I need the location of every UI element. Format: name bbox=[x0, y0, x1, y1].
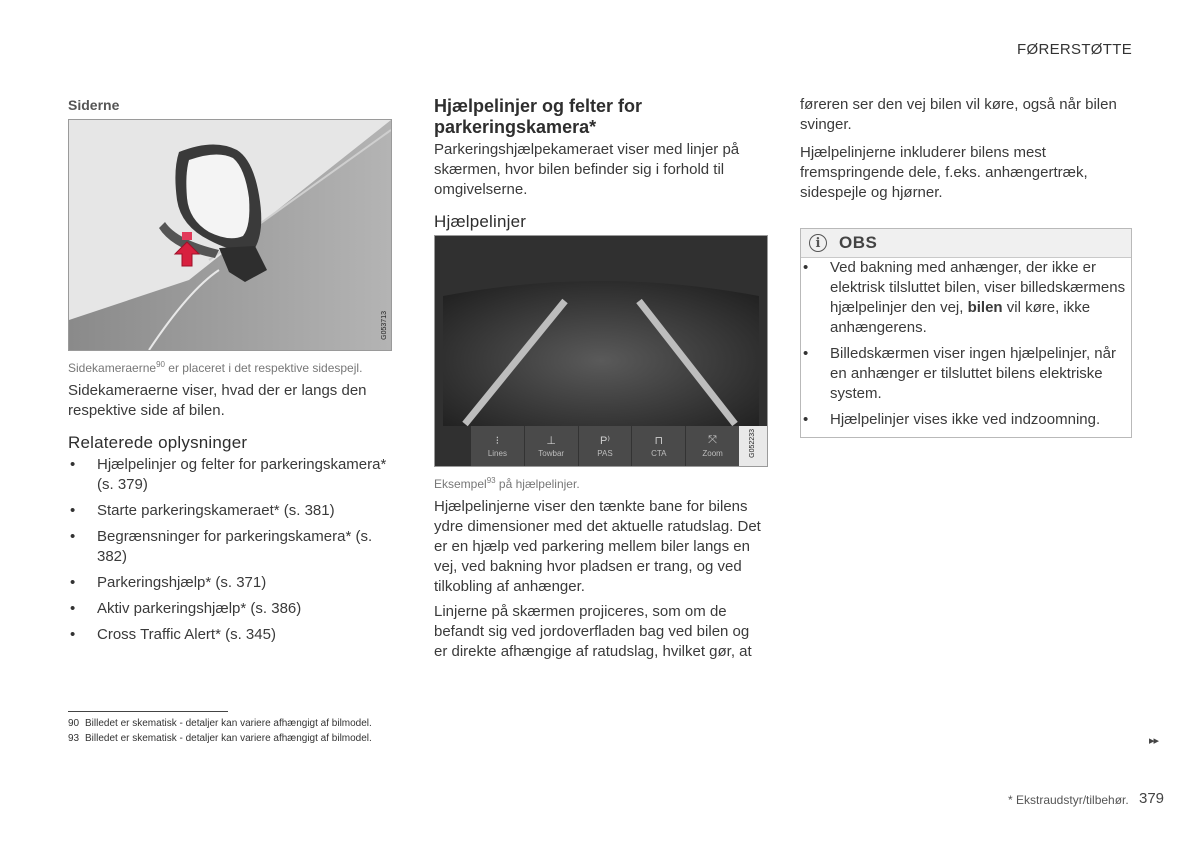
footnote-number: 90 bbox=[68, 718, 80, 729]
page-number: 379 bbox=[1139, 790, 1165, 807]
toolbar-button-zoom[interactable] bbox=[686, 426, 739, 466]
zoom-icon: ⤧ bbox=[708, 434, 717, 446]
related-info-list bbox=[68, 455, 398, 651]
footnote-ref: 93 bbox=[486, 476, 496, 485]
caption-text: på hjælpelinjer. bbox=[495, 477, 580, 491]
hjaelpelinjer-heading: Hjælpelinjer bbox=[434, 212, 527, 231]
toolbar-label: Lines bbox=[487, 449, 507, 458]
cta-icon: ⊓ bbox=[654, 435, 664, 447]
side-camera-paragraph: Sidekameraerne viser, hvad der er langs den respektive side af bilen. bbox=[68, 382, 367, 419]
continued-paragraph: føreren ser den vej bilen vil køre, også når bilen svinger. bbox=[800, 96, 1117, 133]
footnote-text: Billedet er skematisk - detaljer kan variere afhængigt af bilmodel. bbox=[85, 733, 372, 744]
related-link-2[interactable]: • Starte parkeringskameraet* (s. 381) bbox=[68, 501, 398, 521]
pas-icon: P⁾ bbox=[599, 435, 611, 447]
obs-text: Hjælpelinjer vises ikke ved indzoomning. bbox=[830, 411, 1101, 428]
continue-arrows-icon: ▸▸ bbox=[1149, 735, 1159, 747]
lines-icon: ⁝ bbox=[495, 435, 500, 447]
footnote-number: 93 bbox=[68, 733, 80, 744]
footnote-ref: 90 bbox=[156, 360, 165, 369]
obs-header bbox=[801, 229, 1131, 258]
guidelines-paragraph-2: Linjerne på skærmen projiceres, som om de befandt sig ved jordoverfladen bag ved bilen og er direkte afhængige af ratudslag, hvilket gør, at bbox=[434, 603, 752, 660]
caption-text: Sidekameraerne bbox=[68, 361, 157, 375]
footnote-text: Billedet er skematisk - detaljer kan variere afhængigt af bilmodel. bbox=[85, 718, 372, 729]
footnote-rule bbox=[68, 711, 228, 712]
caption-text: Eksempel bbox=[434, 477, 487, 491]
toolbar-button-towbar[interactable] bbox=[525, 426, 579, 466]
obs-note-box bbox=[800, 228, 1132, 438]
obs-text: vil køre, ikke anhængerens. bbox=[830, 299, 1091, 336]
section-title: Hjælpelinjer og felter for parkeringskamera* bbox=[434, 96, 643, 137]
obs-text: Ved bakning med anhænger, der ikke er elektrisk tilsluttet bilen, viser billedskærmens hjælpelinjer den vej, bbox=[830, 259, 1126, 316]
camera-caption bbox=[434, 473, 580, 492]
related-info-heading: Relaterede oplysninger bbox=[68, 433, 248, 452]
figure-code-box bbox=[739, 426, 767, 466]
section-intro: Parkeringshjælpekameraet viser med linjer på skærmen, hvor bilen befinder sig i forhold til omgivelserne. bbox=[434, 141, 740, 198]
obs-item-3 bbox=[801, 410, 1131, 430]
obs-bold-text: bilen bbox=[967, 299, 1003, 316]
related-link-4[interactable]: • Parkeringshjælp* (s. 371) bbox=[68, 573, 398, 593]
obs-item-1 bbox=[801, 258, 1131, 338]
subheading-text: Siderne bbox=[68, 97, 120, 113]
footer-note: * Ekstraudstyr/tilbehør. bbox=[1008, 793, 1129, 807]
towbar-icon: ⊥ bbox=[546, 435, 556, 447]
toolbar-label: CTA bbox=[651, 449, 667, 458]
toolbar-button-pas[interactable] bbox=[579, 426, 633, 466]
info-icon: i bbox=[809, 234, 827, 252]
figure-code: G053713 bbox=[381, 311, 388, 340]
toolbar-button-cta[interactable] bbox=[632, 426, 686, 466]
guidelines-paragraph-1: Hjælpelinjerne viser den tænkte bane for bilens ydre dimensioner med det aktuelle ratudslag. Det er en hjælp ved parkering mellem biler langs en vej, ved bakning hvor pladsen er trang, og ved tilkobling af anhænger. bbox=[434, 498, 761, 595]
camera-screen-figure bbox=[434, 235, 768, 467]
side-camera-caption bbox=[68, 357, 362, 376]
side-mirror-camera-figure bbox=[68, 119, 392, 351]
toolbar-button-lines[interactable] bbox=[471, 426, 525, 466]
figure-code: G052233 bbox=[749, 429, 756, 458]
toolbar-label: Towbar bbox=[538, 449, 565, 458]
protruding-parts-paragraph: Hjælpelinjerne inkluderer bilens mest fremspringende dele, f.eks. anhængertræk, sidespejle og hjørner. bbox=[800, 144, 1088, 201]
running-head: FØRERSTØTTE bbox=[1017, 41, 1132, 58]
obs-list bbox=[801, 258, 1131, 430]
camera-toolbar bbox=[471, 426, 739, 466]
footnote-90 bbox=[68, 718, 372, 729]
related-link-1[interactable]: • Hjælpelinjer og felter for parkeringskamera* (s. 379) bbox=[68, 455, 398, 495]
side-mirror-illustration bbox=[69, 120, 391, 350]
caption-text: er placeret i det respektive sidespejl. bbox=[164, 361, 363, 375]
toolbar-label: Zoom bbox=[702, 449, 723, 458]
toolbar-label: PAS bbox=[597, 449, 613, 458]
obs-label: OBS bbox=[839, 233, 878, 252]
related-link-3[interactable]: • Begrænsninger for parkeringskamera* (s. 382) bbox=[68, 527, 398, 567]
obs-text: Billedskærmen viser ingen hjælpelinjer, når en anhænger er tilsluttet bilens elektriske system. bbox=[830, 345, 1116, 402]
siderne-subheading bbox=[68, 97, 119, 115]
related-link-6[interactable]: • Cross Traffic Alert* (s. 345) bbox=[68, 625, 398, 645]
obs-item-2 bbox=[801, 344, 1131, 404]
footnote-93 bbox=[68, 733, 372, 744]
related-link-5[interactable]: • Aktiv parkeringshjælp* (s. 386) bbox=[68, 599, 398, 619]
